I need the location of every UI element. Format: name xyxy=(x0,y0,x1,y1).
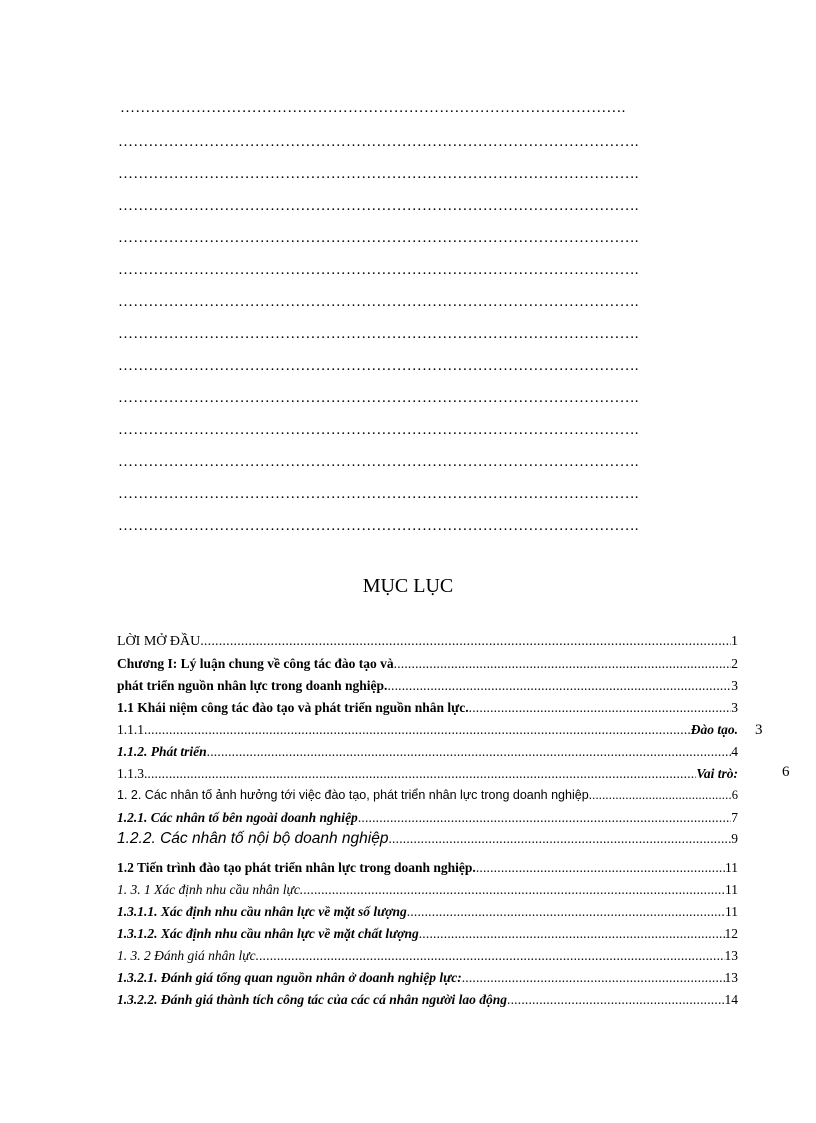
toc-entry[interactable] xyxy=(117,970,738,990)
toc-leader xyxy=(144,722,691,738)
toc-entry-text: 1.2.2. Các nhân tố nội bộ doanh nghiệp xyxy=(117,830,389,847)
toc-page-number: 3 xyxy=(731,700,738,715)
dotted-line: …………………………………………………………………………………………. xyxy=(118,358,639,374)
toc-page-number: 2 xyxy=(731,656,738,671)
toc-entry[interactable] xyxy=(117,860,738,880)
toc-entry[interactable] xyxy=(117,948,738,968)
toc-entry[interactable] xyxy=(117,904,738,924)
toc-page-number: 7 xyxy=(731,810,738,825)
toc-leader xyxy=(147,766,696,782)
toc-entry-text: 1.2.1. Các nhân tố bên ngoài doanh nghiệp xyxy=(117,810,358,825)
toc-entry-text: 1.1.1 xyxy=(117,722,144,737)
toc-leader xyxy=(476,860,725,876)
toc-leader xyxy=(462,970,725,986)
toc-leader xyxy=(592,788,732,803)
toc-leader xyxy=(419,926,725,942)
toc-page-number: 13 xyxy=(724,970,738,985)
toc-entry-text: phát triển nguồn nhân lực trong doanh nghiệp. xyxy=(117,678,388,693)
toc-entry[interactable] xyxy=(117,788,738,808)
dotted-line: …………………………………………………………………………………………. xyxy=(118,230,639,246)
toc-entry-label: Vai trò: xyxy=(696,766,738,781)
toc-entry[interactable] xyxy=(117,700,738,720)
toc-entry[interactable] xyxy=(117,766,738,786)
toc-entry-text: 1.3.1.1. Xác định nhu cầu nhân lực về mặt số lượng xyxy=(117,904,407,919)
toc-leader xyxy=(303,882,725,898)
toc-page-number: 4 xyxy=(731,744,738,759)
dotted-line: …………………………………………………………………………………………. xyxy=(118,454,639,470)
toc-leader xyxy=(507,992,724,1008)
toc-page-number: 3 xyxy=(731,678,738,693)
toc-page-number: 12 xyxy=(724,926,738,941)
toc-leader xyxy=(200,634,731,650)
toc-leader xyxy=(387,678,731,694)
dotted-line: …………………………………………………………………………………………. xyxy=(118,166,639,182)
toc-entry-text: 1.1 Khái niệm công tác đào tạo và phát triển nguồn nhân lực. xyxy=(117,700,469,715)
toc-entry-text: 1. 3. 2 Đánh giá nhân lực. xyxy=(117,948,259,963)
toc-page-number: 11 xyxy=(725,860,738,875)
toc-entry[interactable] xyxy=(117,830,738,850)
toc-entry[interactable] xyxy=(117,722,738,742)
toc-page-number: 13 xyxy=(724,948,738,963)
toc-page-number: 9 xyxy=(731,831,738,846)
dotted-line: …………………………………………………………………………………………. xyxy=(118,486,639,502)
toc-entry[interactable] xyxy=(117,678,738,698)
toc-entry[interactable] xyxy=(117,656,738,676)
dotted-line: …………………………………………………………………………………………. xyxy=(118,294,639,310)
toc-entry-text: 1.1.2. Phát triển xyxy=(117,744,207,759)
toc-page-number: 6 xyxy=(782,764,790,780)
dotted-line: …………………………………………………………………………………………. xyxy=(118,262,639,278)
toc-entry-text: 1.3.2.1. Đánh giá tổng quan nguồn nhân ở doanh nghiệp lực: xyxy=(117,970,462,985)
dotted-line: ………………………………………………………………………………………. xyxy=(120,100,626,116)
toc-page-number: 14 xyxy=(724,992,738,1007)
toc-entry-text: LỜI MỞ ĐẦU xyxy=(117,634,201,649)
toc-leader xyxy=(259,948,725,964)
toc-leader xyxy=(358,810,731,826)
dotted-line: …………………………………………………………………………………………. xyxy=(118,518,639,534)
toc-leader xyxy=(207,744,732,760)
toc-page-number: 11 xyxy=(725,904,738,919)
toc-leader xyxy=(394,656,732,672)
toc-entry[interactable] xyxy=(117,992,738,1012)
toc-entry-text: 1.1.3. xyxy=(117,766,148,781)
dotted-line: …………………………………………………………………………………………. xyxy=(118,198,639,214)
toc-entry-text: 1. 2. Các nhân tố ảnh hưởng tới việc đào tạo, phát triển nhân lực trong doanh nghiệp. xyxy=(117,788,593,802)
toc-leader xyxy=(388,831,731,847)
toc-entry[interactable] xyxy=(117,882,738,902)
toc-page-number: 3 xyxy=(755,722,763,738)
toc-page-number: 6 xyxy=(731,788,738,802)
toc-entry[interactable] xyxy=(117,810,738,830)
toc-title: MỤC LỤC xyxy=(362,575,454,597)
toc-page-number: 11 xyxy=(725,882,738,897)
toc-entry[interactable] xyxy=(117,634,738,654)
toc-entry-text: 1.3.1.2. Xác định nhu cầu nhân lực về mặt chất lượng xyxy=(117,926,419,941)
toc-entry-text: 1.2 Tiến trình đào tạo phát triển nhân lực trong doanh nghiệp. xyxy=(117,860,476,875)
dotted-line: …………………………………………………………………………………………. xyxy=(118,134,639,150)
dotted-line: …………………………………………………………………………………………. xyxy=(118,422,639,438)
toc-entry-text: 1. 3. 1 Xác định nhu cầu nhân lực. xyxy=(117,882,304,897)
dotted-line: …………………………………………………………………………………………. xyxy=(118,326,639,342)
toc-entry-text: Chương I: Lý luận chung về công tác đào tạo và xyxy=(117,656,394,671)
toc-entry-label: Đào tạo. xyxy=(690,722,738,737)
toc-entry[interactable] xyxy=(117,744,738,764)
dotted-line: …………………………………………………………………………………………. xyxy=(118,390,639,406)
toc-page-number: 1 xyxy=(731,634,738,649)
toc-entry-text: 1.3.2.2. Đánh giá thành tích công tác của các cá nhân người lao động xyxy=(117,992,508,1007)
toc-leader xyxy=(469,700,732,716)
toc-leader xyxy=(407,904,725,920)
toc-entry[interactable] xyxy=(117,926,738,946)
